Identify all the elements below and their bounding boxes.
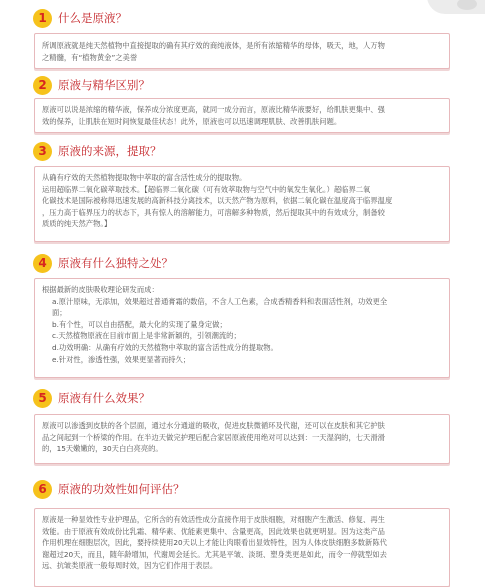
section-title: 原液有什么独特之处？: [58, 256, 173, 270]
content-line: 面；: [52, 308, 67, 318]
section-content-box: [34, 278, 450, 378]
content-line: 谢超过20天，而且，随年龄增加，代谢周会延长。尤其是平皱、淡斑、塑身类更是如此，而令一停就型如去: [42, 549, 387, 559]
section-header: [0, 388, 485, 410]
section-header: [0, 253, 485, 275]
section-header: [0, 8, 485, 30]
section-content-box: [34, 166, 450, 242]
content-line: e.针对性，渗透性强，效果更显著而持久；: [52, 354, 191, 364]
section-number-badge: 1: [33, 9, 52, 28]
content-line: 原液可以说是浓缩的精华液，保养成分浓度更高，就同一成分而言，原液比精华液要好，给肌肤更集中、强: [42, 105, 385, 114]
content-line: 远、抗皱类原液一般每周时效，因为它们作用于表层。: [42, 561, 218, 571]
section-4: [0, 253, 485, 364]
content-line: 原液是一种显效性专业护理品，它所含的有效活性成分直接作用于皮肤细胞，对细胞产生激活、修复、再生: [42, 515, 385, 524]
content-line: 的，15天嫩嫩的，30天白白亮亮的。: [42, 444, 163, 454]
content-line: 质质的纯天然产物。】: [42, 219, 112, 229]
section-number-badge: 2: [33, 76, 52, 95]
content-line: 运用超临界二氧化碳萃取技术。【超临界二氧化碳（可有效萃取物与空气中的氧发生氧化。）超临界二氧: [42, 184, 371, 194]
section-5: [0, 388, 485, 454]
content-line: 化碳技术是国际被称得迅速发展的高新科技分离技术，以天然产物为原料，依据二氧化碳在温度高于临界温度: [42, 196, 393, 206]
content-line: 作用机理在细胞层次，因此，要持续使用20天以上才能让肉眼看出显效特性，因为人体皮肤细胞多数新陈代: [42, 538, 387, 548]
section-content-box: [34, 508, 450, 587]
section-content-box: [34, 414, 450, 464]
section-number-badge: 3: [33, 142, 52, 161]
content-line: d.功效明确：从确有疗效的天然植物中萃取的富含活性成分的提取物。: [52, 342, 278, 352]
content-line: ，压力高于临界压力的状态下，具有惊人的溶解能力，可溶解多种物质，然后提取其中的有效成分，制备较: [42, 207, 385, 217]
section-title: 原液有什么效果？: [58, 391, 150, 405]
section-title: 原液的来源，提取？: [58, 144, 162, 158]
section-6: [0, 479, 485, 571]
content-line: a.原汁原味，无添加，效果超过普通膏霜的数倍，不含人工色素，合成香精香料和表面活性剂，功效更全: [52, 296, 388, 306]
section-content-box: [34, 98, 450, 133]
section-number-badge: 6: [33, 480, 52, 499]
section-header: [0, 75, 485, 97]
content-line: 之精髓，有“植物黄金”之美誉: [42, 52, 138, 62]
section-title: 什么是原液？: [58, 11, 127, 25]
section-header: [0, 479, 485, 501]
section-3: [0, 141, 485, 229]
content-line: b.有个性，可以自由搭配，最大化的实现了量身定做；: [52, 319, 227, 329]
content-line: 效的保养，让肌肤在短时间恢复最佳状态！此外，原液也可以迅速调理肌肤、改善肌肤问题。: [42, 116, 342, 126]
section-content-box: [34, 33, 450, 69]
content-line: 原液可以渗透到皮肤的各个层面，通过水分通道的吸收，促进皮肤微循环及代谢，还可以在皮肤和其它护肤: [42, 421, 385, 430]
section-1: [0, 8, 485, 62]
content-line: 根据最新的皮肤吸收理论研发而成：: [42, 285, 159, 294]
content-line: 品之间起到一个桥梁的作用。在半边天做完护理后配合家居原液使用绝对可以达到：一天湿润的，七天滑滑: [42, 432, 385, 442]
section-header: [0, 141, 485, 163]
content-line: c.天然植物原液在目前市面上是非常新颖的，引领潮流的；: [52, 331, 241, 341]
section-title: 原液的功效性如何评估？: [58, 482, 185, 496]
section-number-badge: 4: [33, 254, 52, 273]
content-line: 效能。由于原液有效成份比乳霜、精华素、优能素更集中、含量更高，因此效果也就更明显。因为这类产品: [42, 526, 385, 536]
content-line: 所调原液就是纯天然植物中直接提取的确有其疗效的商纯液体，是所有浓缩精华的母体，吸天，地，人万物: [42, 41, 385, 50]
section-2: [0, 75, 485, 126]
content-line: 从确有疗效的天然植物提取物中萃取的富含活性成分的提取物。: [42, 173, 247, 182]
section-number-badge: 5: [33, 389, 52, 408]
section-title: 原液与精华区别？: [58, 78, 150, 92]
